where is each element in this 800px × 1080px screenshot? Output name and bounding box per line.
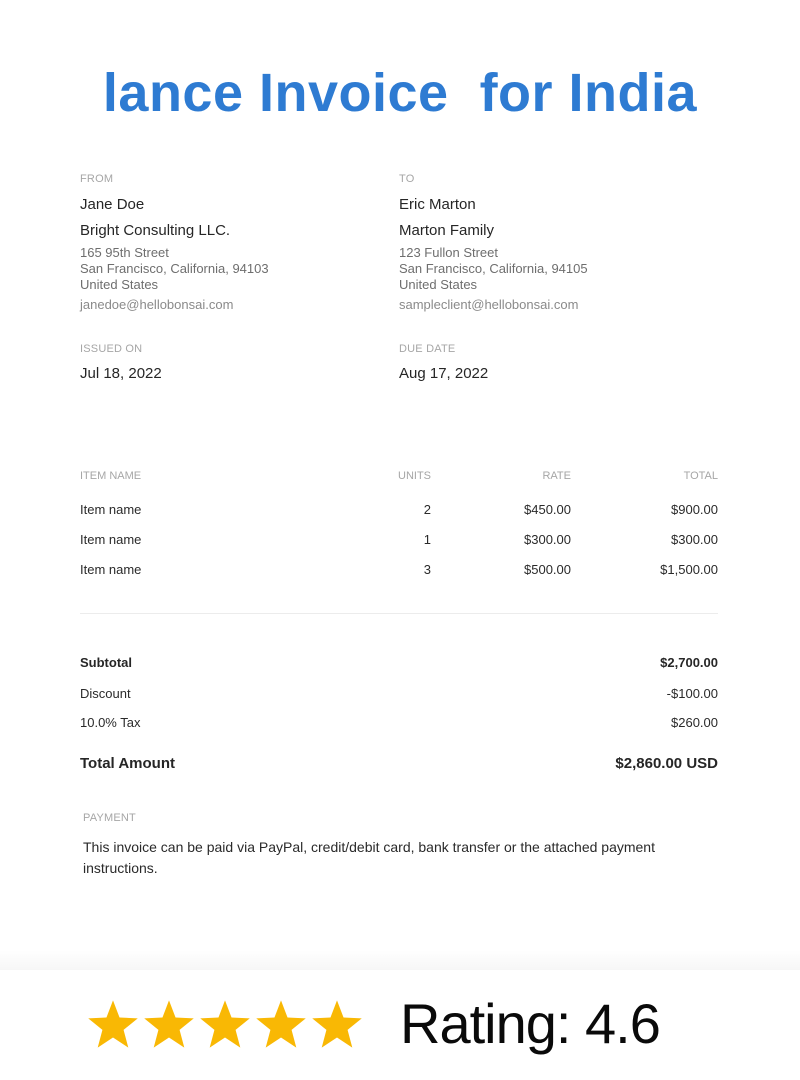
issued-on-label: ISSUED ON — [80, 343, 143, 355]
to-email: sampleclient@hellobonsai.com — [399, 297, 579, 312]
discount-value: -$100.00 — [666, 686, 718, 701]
star-icon — [254, 996, 308, 1052]
from-section — [80, 172, 380, 313]
rating-text: Rating: 4.6 — [400, 992, 660, 1055]
to-address-line2: San Francisco, California, 94105 — [399, 261, 588, 276]
payment-section — [83, 811, 713, 879]
table-row — [80, 503, 718, 533]
header-rate: RATE — [542, 470, 571, 482]
item-name: Item name — [80, 562, 142, 577]
subtotal-label: Subtotal — [80, 655, 132, 670]
table-row — [80, 533, 718, 563]
item-units: 3 — [423, 562, 431, 577]
item-rate: $500.00 — [524, 562, 571, 577]
item-rate: $450.00 — [524, 502, 571, 517]
star-icon — [86, 996, 140, 1052]
star-icon — [310, 996, 364, 1052]
due-date-section — [399, 342, 488, 383]
issued-on-date: Jul 18, 2022 — [80, 365, 162, 382]
tax-value: $260.00 — [671, 715, 718, 730]
tax-label: 10.0% Tax — [80, 715, 141, 730]
header-units: UNITS — [398, 470, 431, 482]
to-address-line3: United States — [399, 277, 478, 292]
header-total: TOTAL — [683, 470, 718, 482]
from-address-line1: 165 95th Street — [80, 245, 169, 260]
item-total: $1,500.00 — [660, 562, 718, 577]
item-rate: $300.00 — [524, 532, 571, 547]
subtotal-value: $2,700.00 — [660, 655, 718, 670]
footer-shadow — [0, 950, 800, 970]
from-email: janedoe@hellobonsai.com — [80, 297, 234, 312]
from-label: FROM — [80, 173, 114, 185]
to-label: TO — [399, 173, 415, 185]
item-name: Item name — [80, 532, 142, 547]
rating-stars — [86, 996, 364, 1052]
to-address-line1: 123 Fullon Street — [399, 245, 499, 260]
header-item-name: ITEM NAME — [80, 470, 142, 482]
from-name: Jane Doe — [80, 196, 145, 213]
issued-on-section — [80, 342, 162, 383]
from-company: Bright Consulting LLC. — [80, 222, 231, 239]
payment-text: This invoice can be paid via PayPal, credit/debit card, bank transfer or the attached payment instructions. — [83, 839, 655, 876]
item-total: $300.00 — [671, 532, 718, 547]
total-amount-label: Total Amount — [80, 755, 175, 772]
star-icon — [142, 996, 196, 1052]
payment-label: PAYMENT — [83, 812, 136, 824]
star-icon — [198, 996, 252, 1052]
table-row — [80, 563, 718, 593]
items-table-header — [80, 469, 718, 495]
items-table — [80, 469, 718, 593]
total-amount-value: $2,860.00 USD — [615, 755, 718, 772]
discount-label: Discount — [80, 686, 131, 701]
item-total: $900.00 — [671, 502, 718, 517]
to-company: Marton Family — [399, 222, 495, 239]
page-title: lance Invoice for India — [102, 63, 698, 123]
item-units: 1 — [423, 532, 431, 547]
to-address — [399, 245, 699, 293]
item-units: 2 — [423, 502, 431, 517]
items-divider — [80, 613, 718, 614]
from-address — [80, 245, 380, 293]
due-date-label: DUE DATE — [399, 343, 456, 355]
due-date-value: Aug 17, 2022 — [399, 365, 489, 382]
item-name: Item name — [80, 502, 142, 517]
from-address-line2: San Francisco, California, 94103 — [80, 261, 269, 276]
from-address-line3: United States — [80, 277, 159, 292]
to-name: Eric Marton — [399, 196, 476, 213]
to-section — [399, 172, 699, 313]
